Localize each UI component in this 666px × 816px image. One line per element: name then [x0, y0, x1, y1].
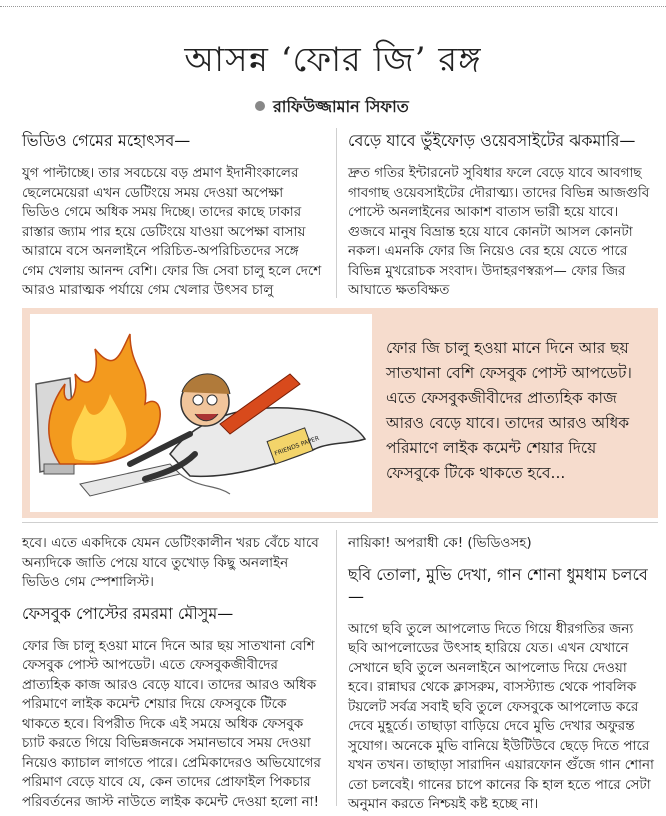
section-heading: ছবি তোলা, মুভি দেখা, গান শোনা ধুমধাম চলবে— — [348, 564, 648, 606]
section-websites — [348, 130, 654, 301]
section-heading: ভিডিও গেমের মহোৎসব— — [22, 131, 191, 150]
band-divider — [22, 522, 658, 523]
badge-label: FRIENDS PAPER — [273, 434, 321, 458]
section-body: আগে ছবি তুলে আপলোড দিতে গিয়ে ধীরগতির জন্য ছবি আপলোডের উৎসাহ হারিয়ে যেত। এখন যেখানে সেখানে ছবি তুলে অনলাইনে আপলোড দিয়ে দেওয়া হবে। রান্নাঘর থেকে ক্লাসরুম, বাসস্ট্যান্ড থেকে পাবলিক টয়লেট সর্বত্র সবাই ছবি তুলে ফেসবুকে আপলোড করে দেবে মুহূর্তে। তাছাড়া বাড়িয়ে দেবে মুভি দেখার অফুরন্ত সুযোগ। অনেকে মুভি বানিয়ে ইউটিউবে ছেড়ে দিতে পারে যখন তখন। তাছাড়া সারাদিন এয়ারফোন গুঁজে গান শোনা তো চলবেই। গানের চাপে কানের কি হাল হতে পারে সেটা অনুমান করতে নিশ্চয়ই কষ্ট হচ্ছে না। — [348, 620, 654, 812]
section-body: দ্রুত গতির ইন্টারনেট সুবিধার ফলে বেড়ে যাবে আবগাছ গাবগাছ ওয়েবসাইটের দৌরাত্ম্য। তাদের বিভিন্ন আজগুবি পোস্টে অনলাইনের আকাশ বাতাস ভারী হয়ে যাবে। গুজবে মানুষ বিভ্রান্ত হয়ে যাবে কোনটা আসল কোনটা নকল। এমনকি ফোর জি নিয়েও বের হয়ে যেতে পারে বিভিন্ন মুখরোচক সংবাদ। উদাহরণস্বরূপ— ফোর জির আঘাতে ক্ষতবিক্ষত — [348, 165, 650, 298]
section-facebook — [22, 534, 328, 812]
illustration — [30, 314, 372, 512]
top-divider — [0, 0, 666, 7]
byline — [255, 94, 409, 121]
headline: আসন্ন ‘ফোর জি’ রঙ্গ — [184, 40, 482, 80]
section-photos — [348, 534, 654, 815]
pull-quote: ফোর জি চালু হওয়া মানে দিনে আর ছয় সাতখানা বেশি ফেসবুক পোস্ট আপডেট। এতে ফেসবুকজীবীদের প্রাত্যহিক কাজ আরও বেড়ে যাবে। তাদের আরও অধিক পরিমাণে লাইক কমেন্ট শেয়ার দিয়ে ফেসবুকে টিকে থাকতে হবে... — [386, 339, 632, 482]
author-name: রাফিউজ্জামান সিফাত — [273, 97, 409, 116]
computer-fire-illustration — [30, 314, 372, 512]
section-body: ফোর জি চালু হওয়া মানে দিনে আর ছয় সাতখানা বেশি ফেসবুক পোস্ট আপডেট। এতে ফেসবুকজীবীদের প্রাত্যহিক কাজ আরও বেড়ে যাবে। তাদের আরও অধিক পরিমাণে লাইক কমেন্ট শেয়ার দিয়ে ফেসবুকে টিকে থাকতে হবে। বিপরীত দিকে এই সময়ে অধিক ফেসবুক চ্যাট করতে গিয়ে বিভিন্নজনকে সমানভাবে সময় দেওয়া নিয়েও ক্যাচাল লাগতে পারে। প্রেমিকাদেরও অভিযোগের পরিমাণ বেড়ে যাবে যে, কেন তাদের প্রোফাইল পিকচার পরিবর্তনের জাস্ট নাউতে লাইক কমেন্ট দেওয়া হলো না! — [22, 637, 321, 810]
column-divider — [336, 128, 337, 298]
section-heading: ফেসবুক পোস্টের রমরমা মৌসুম— — [22, 603, 234, 623]
section-heading: বেড়ে যাবে ভুঁইফোড় ওয়েবসাইটের ঝকমারি— — [348, 131, 636, 150]
section-video-game — [22, 130, 324, 301]
continued-text: নায়িকা! অপরাধী কে! (ভিডিওসহ) — [348, 535, 532, 551]
bullet-icon — [255, 101, 265, 111]
column-divider — [336, 530, 337, 806]
section-body: যুগ পাল্টাচ্ছে। তার সবচেয়ে বড় প্রমাণ ইদানীংকালের ছেলেমেয়েরা এখন ডেটিংয়ে সময় দেওয়া অপেক্ষা ভিডিও গেমে অধিক সময় দিচ্ছে। তাদের কাছে ঢাকার রাস্তার জ্যাম পার হয়ে ডেটিংয়ে যাওয়া অপেক্ষা বাসায় আরামে বসে অনলাইনে পরিচিত-অপরিচিতদের সঙ্গে গেম খেলায় আনন্দ বেশি। ফোর জি সেবা চালু হলে দেশে আরও মারাত্মক পর্যায়ে গেম খেলার উৎসব চালু — [22, 165, 322, 298]
continued-text: হবে। এতে একদিকে যেমন ডেটিংকালীন খরচ বেঁচে যাবে অন্যদিকে জাতি পেয়ে যাবে তুখোড় কিছু অনলাইন ভিডিও গেম স্পেশালিস্ট। — [22, 535, 319, 590]
